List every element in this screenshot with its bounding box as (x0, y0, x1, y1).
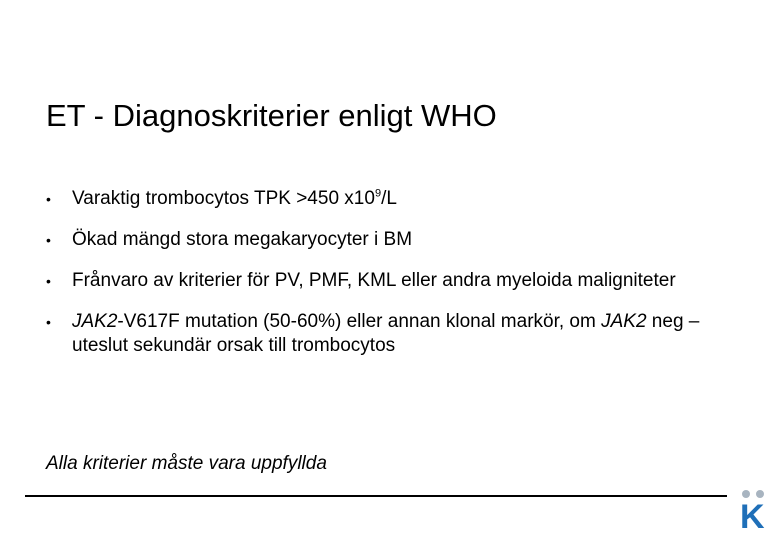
superscript-exponent: 9 (374, 187, 382, 200)
bullet-marker: • (46, 232, 51, 248)
bullet-text: Ökad mängd stora megakaryocyter i BM (72, 229, 413, 250)
bullet-text-unit: /L (381, 188, 397, 209)
gene-name: JAK2 (72, 311, 118, 332)
bullet-item (46, 269, 736, 293)
bullet-text: neg – uteslut sekundär orsak till trombocytos (72, 311, 700, 356)
bullet-text: Varaktig trombocytos TPK >450 x10 (72, 188, 375, 209)
criteria-list (46, 187, 736, 358)
bullet-item (46, 310, 736, 358)
slide-title: ET - Diagnoskriterier enligt WHO (46, 98, 497, 133)
bullet-item (46, 228, 736, 252)
footer-note: Alla kriterier måste vara uppfyllda (46, 453, 327, 474)
logo-dot (742, 490, 750, 498)
bullet-marker: • (46, 191, 51, 207)
footer-divider (25, 495, 727, 497)
gene-name: JAK2 (601, 311, 647, 332)
bullet-text: -V617F mutation (50-60%) eller annan klonal markör, om (117, 311, 602, 332)
bullet-marker: • (46, 314, 51, 330)
k-logo-icon (738, 488, 770, 530)
bullet-item (46, 187, 736, 211)
logo-dot (756, 490, 764, 498)
bullet-text: Frånvaro av kriterier för PV, PMF, KML eller andra myeloida maligniteter (72, 270, 676, 291)
logo-letter: K (740, 498, 765, 530)
bullet-marker: • (46, 273, 51, 289)
